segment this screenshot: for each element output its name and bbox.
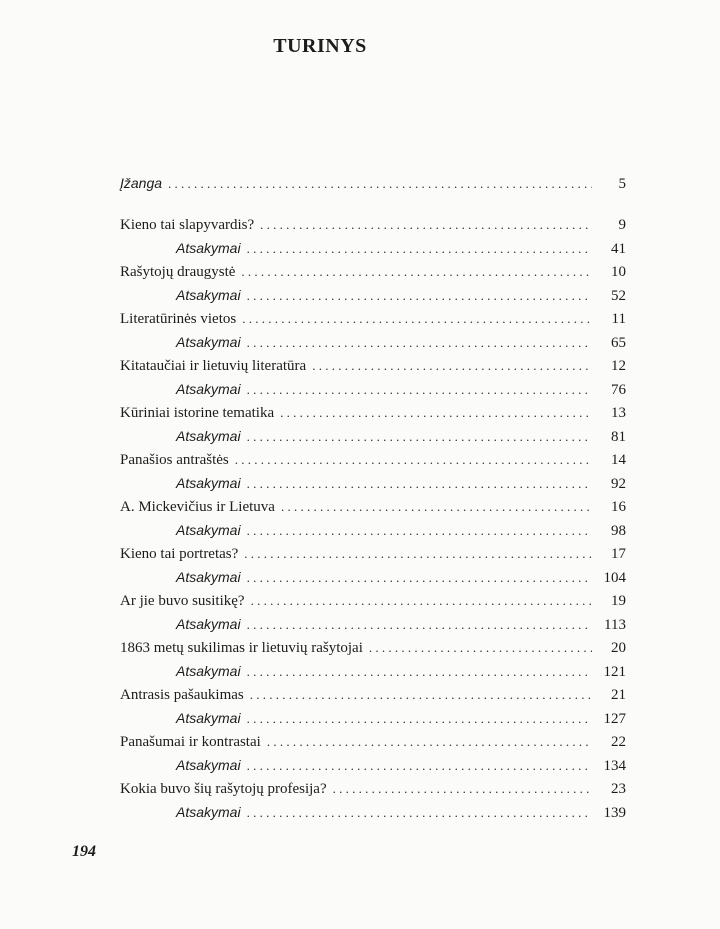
dot-leader	[247, 382, 592, 398]
toc-entry-answers	[120, 757, 626, 781]
toc-entry-page: 12	[611, 357, 626, 374]
toc-entry-label: Literatūrinės vietos	[120, 310, 237, 327]
toc-entry-section	[120, 452, 626, 476]
toc-entry-answers	[120, 475, 626, 499]
toc-entry-label: Atsakymai	[176, 381, 241, 397]
toc-entry-answers	[120, 569, 626, 593]
dot-leader	[247, 288, 592, 304]
dot-leader	[267, 734, 592, 750]
toc-entry-answers	[120, 381, 626, 405]
toc-entry-page: 92	[611, 476, 626, 492]
toc-entry-label: Atsakymai	[176, 334, 241, 350]
toc-entry-page: 127	[603, 711, 626, 727]
toc-entry-label: Antrasis pašaukimas	[120, 686, 244, 703]
toc-entry-label: Kokia buvo šių rašytojų profesija?	[120, 780, 327, 797]
dot-leader	[250, 687, 592, 703]
dot-leader	[247, 617, 592, 633]
page-title: TURINYS	[273, 35, 367, 57]
toc-entry-answers	[120, 428, 626, 452]
toc-entry-label: Atsakymai	[176, 757, 241, 773]
toc-entry-page: 22	[611, 733, 626, 750]
dot-leader	[244, 546, 592, 562]
dot-leader	[247, 758, 592, 774]
toc-entry-label: Kieno tai slapyvardis?	[120, 216, 255, 233]
table-of-contents	[120, 175, 626, 828]
toc-entry-section	[120, 358, 626, 382]
toc-entry-section	[120, 593, 626, 617]
toc-entry-page: 52	[611, 288, 626, 304]
toc-entry-label: Ar jie buvo susitikę?	[120, 592, 245, 609]
dot-leader	[247, 476, 592, 492]
toc-entry-label: Panašios antraštės	[120, 451, 229, 468]
toc-entry-label: Atsakymai	[176, 804, 241, 820]
toc-entry-answers	[120, 287, 626, 311]
toc-entry-page: 139	[603, 805, 626, 821]
toc-entry-answers	[120, 334, 626, 358]
toc-entry-page: 121	[603, 664, 626, 680]
toc-entry-answers	[120, 522, 626, 546]
toc-entry-section	[120, 405, 626, 429]
toc-entry-page: 11	[611, 310, 626, 327]
dot-leader	[247, 335, 592, 351]
toc-entry-section	[120, 734, 626, 758]
toc-entry-page: 98	[611, 523, 626, 539]
toc-entry-label: Atsakymai	[176, 240, 241, 256]
dot-leader	[247, 805, 592, 821]
toc-entry-page: 23	[611, 780, 626, 797]
dot-leader	[312, 358, 592, 374]
toc-entry-answers	[120, 663, 626, 687]
dot-leader	[247, 523, 592, 539]
dot-leader	[235, 452, 592, 468]
toc-entry-page: 19	[611, 592, 626, 609]
toc-entry-section	[120, 640, 626, 664]
toc-entry-label: Kieno tai portretas?	[120, 545, 239, 562]
dot-leader	[281, 499, 592, 515]
toc-entry-section	[120, 781, 626, 805]
toc-entry-label: Atsakymai	[176, 616, 241, 632]
toc-entry-answers	[120, 616, 626, 640]
dot-leader	[247, 429, 592, 445]
toc-entry-label: Rašytojų draugystė	[120, 263, 236, 280]
toc-entry-page: 81	[611, 429, 626, 445]
toc-entry-page: 17	[611, 545, 626, 562]
toc-entry-page: 76	[611, 382, 626, 398]
toc-entry-page: 16	[611, 498, 626, 515]
toc-entry-label: Kitataučiai ir lietuvių literatūra	[120, 357, 307, 374]
toc-entry-page: 41	[611, 241, 626, 257]
dot-leader	[333, 781, 592, 797]
toc-entry-section	[120, 264, 626, 288]
toc-entry-section	[120, 546, 626, 570]
toc-entry-label: Įžanga	[120, 175, 163, 191]
dot-leader	[168, 176, 592, 192]
dot-leader	[260, 217, 592, 233]
dot-leader	[247, 241, 592, 257]
toc-entry-page: 20	[611, 639, 626, 656]
toc-entry-page: 9	[618, 216, 626, 233]
dot-leader	[242, 311, 592, 327]
toc-entry-answers	[120, 710, 626, 734]
toc-entry-label: Atsakymai	[176, 663, 241, 679]
toc-entry-page: 14	[611, 451, 626, 468]
toc-entry-label: Atsakymai	[176, 475, 241, 491]
toc-entry-section	[120, 499, 626, 523]
toc-entry-answers	[120, 804, 626, 828]
toc-entry-label: Atsakymai	[176, 428, 241, 444]
page-number: 194	[72, 843, 96, 860]
dot-leader	[247, 570, 592, 586]
toc-entry-label: Panašumai ir kontrastai	[120, 733, 261, 750]
dot-leader	[280, 405, 592, 421]
toc-entry-page: 65	[611, 335, 626, 351]
toc-entry-label: Atsakymai	[176, 569, 241, 585]
toc-entry-page: 104	[603, 570, 626, 586]
toc-entry-answers	[120, 240, 626, 264]
toc-entry-page: 13	[611, 404, 626, 421]
toc-entry-label: Atsakymai	[176, 287, 241, 303]
dot-leader	[369, 640, 592, 656]
toc-entry-label: Atsakymai	[176, 522, 241, 538]
dot-leader	[247, 711, 592, 727]
dot-leader	[241, 264, 592, 280]
toc-entry-page: 5	[618, 176, 626, 192]
toc-entry-page: 21	[611, 686, 626, 703]
toc-entry-intro	[120, 175, 626, 199]
toc-entry-section	[120, 687, 626, 711]
dot-leader	[251, 593, 592, 609]
toc-entry-label: A. Mickevičius ir Lietuva	[120, 498, 275, 515]
toc-entry-page: 113	[604, 617, 626, 633]
page-title-wrap	[0, 35, 720, 58]
toc-entry-label: Atsakymai	[176, 710, 241, 726]
dot-leader	[247, 664, 592, 680]
toc-entry-label: 1863 metų sukilimas ir lietuvių rašytojai	[120, 639, 363, 656]
toc-entry-page: 134	[603, 758, 626, 774]
toc-entry-section	[120, 217, 626, 241]
toc-entry-label: Kūriniai istorine tematika	[120, 404, 275, 421]
toc-entry-section	[120, 311, 626, 335]
toc-entry-page: 10	[611, 263, 626, 280]
